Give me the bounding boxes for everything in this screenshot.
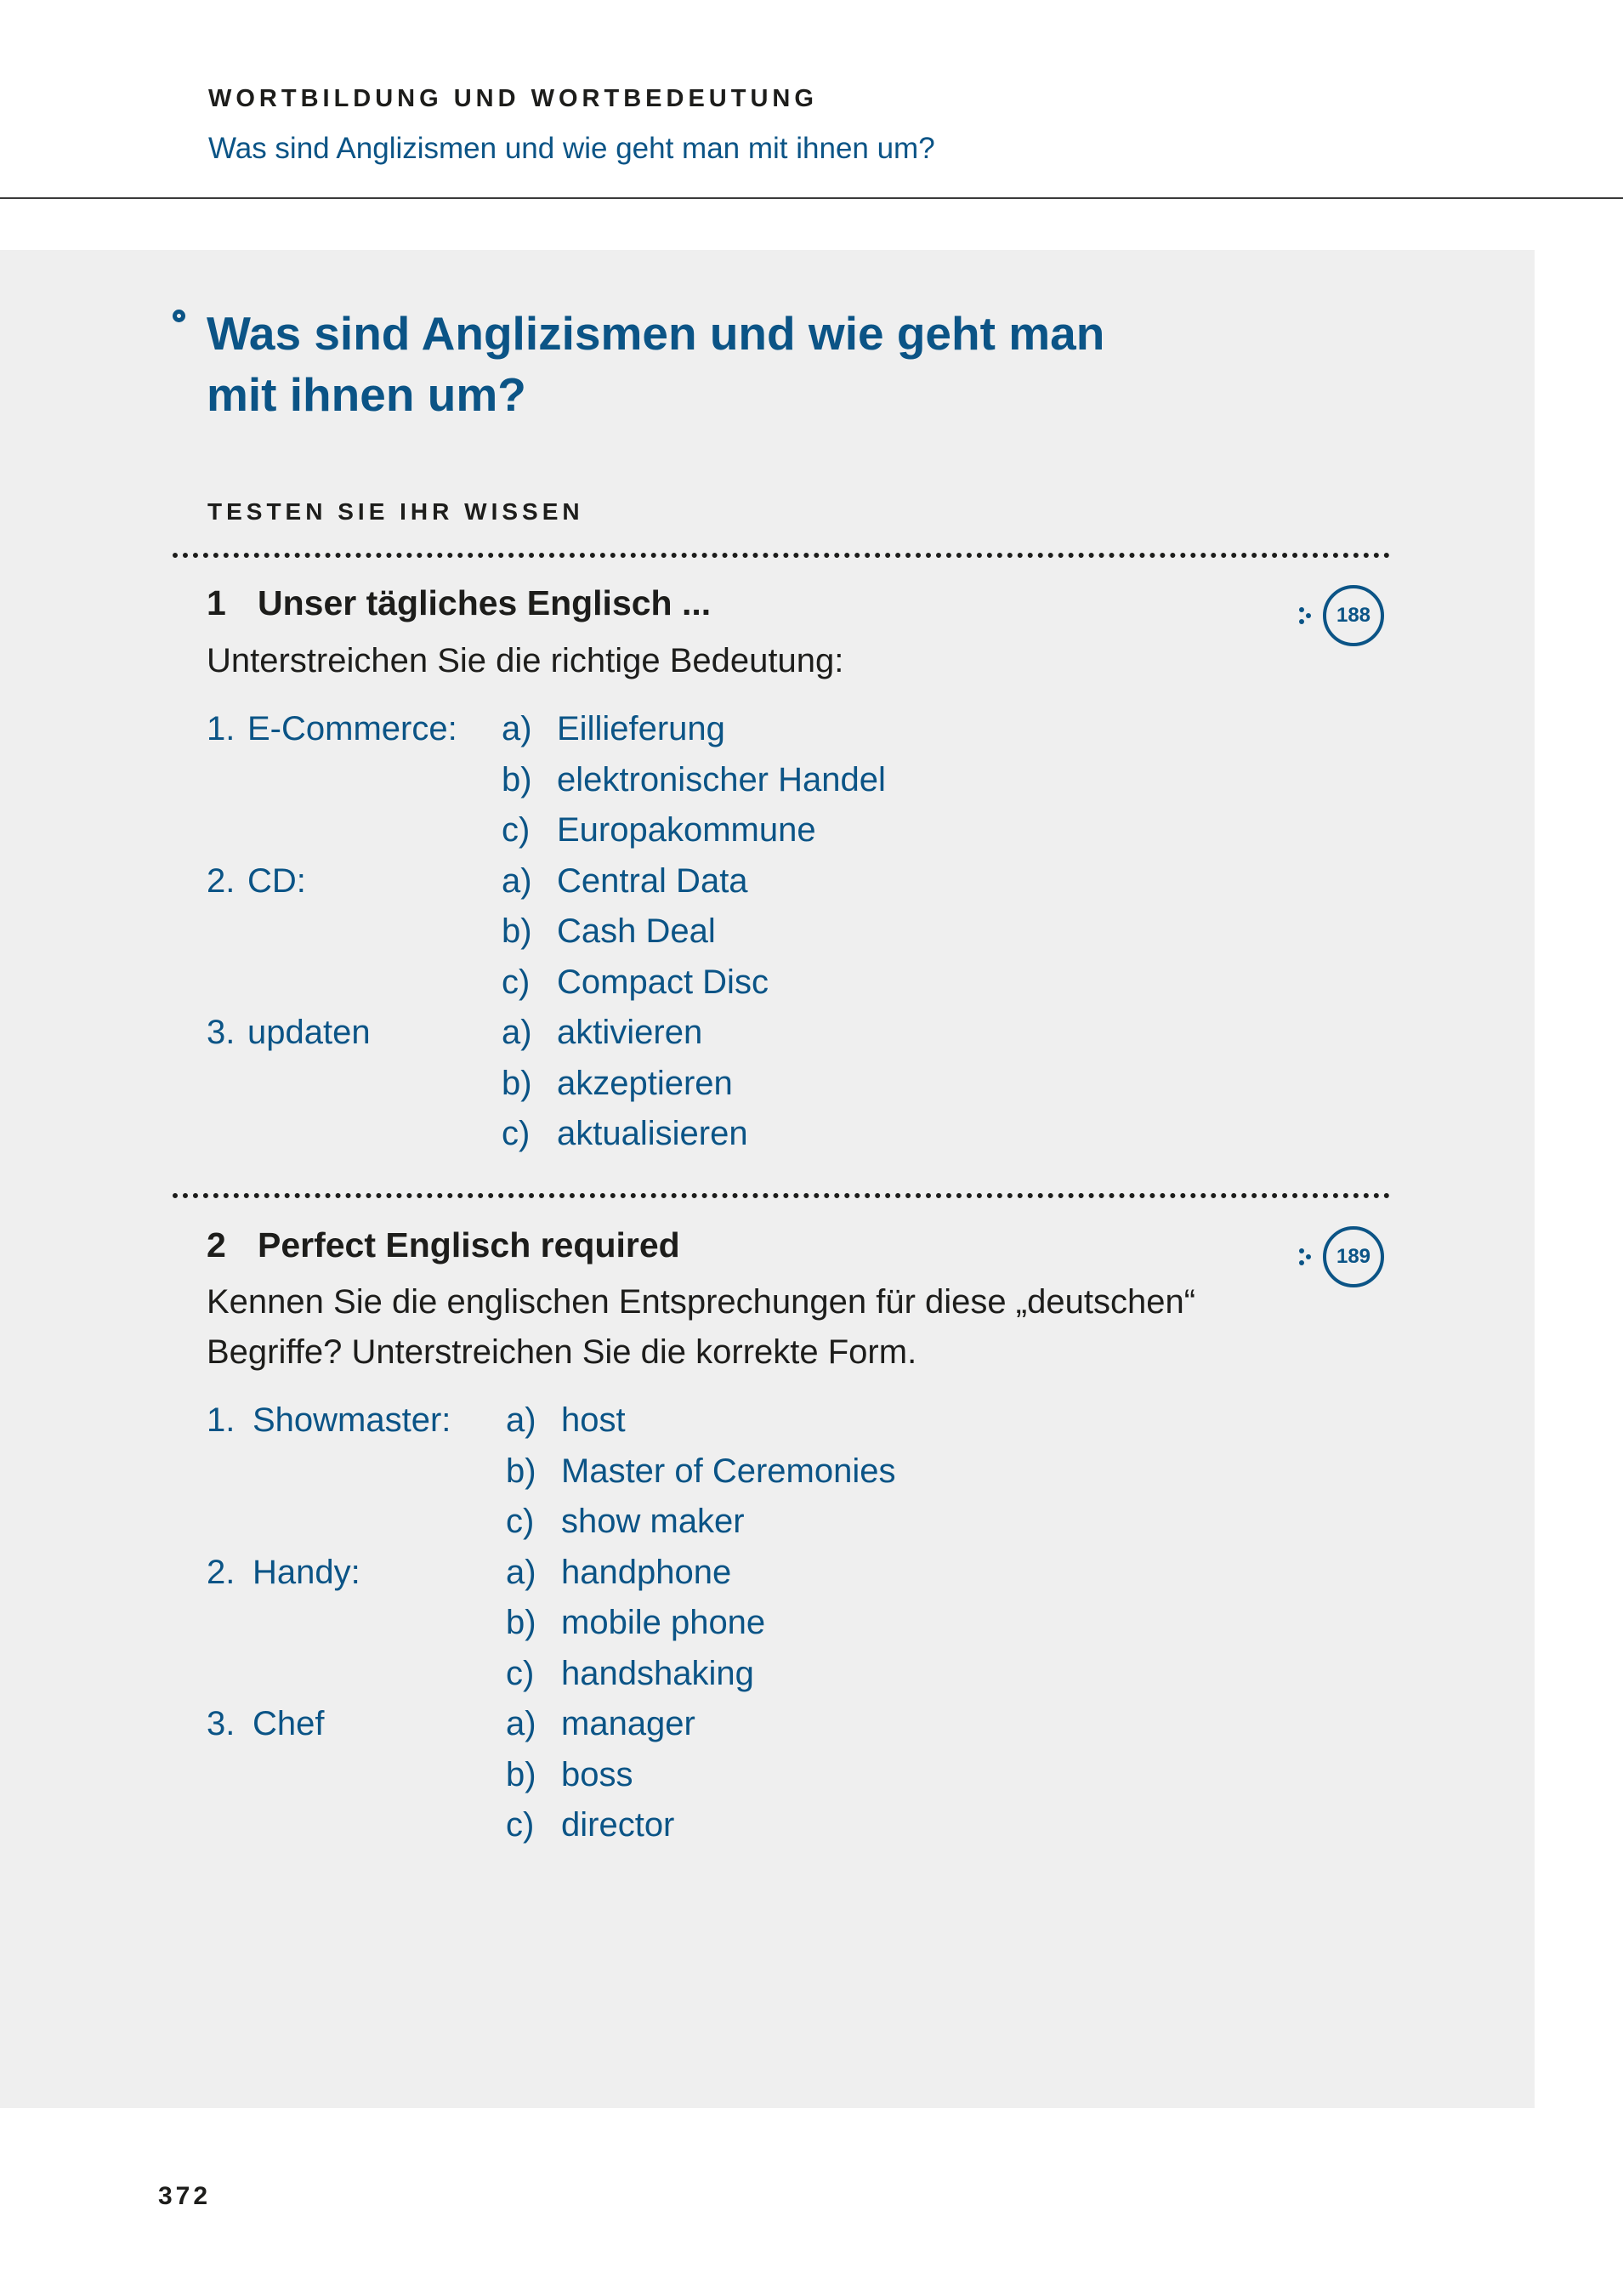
option-letter: c): [506, 1654, 535, 1692]
option-text[interactable]: manager: [561, 1705, 695, 1742]
option-letter: a): [502, 861, 532, 900]
exercise-2-title: Perfect Englisch required: [258, 1225, 680, 1265]
option-letter: a): [502, 1014, 532, 1051]
question-term: Chef: [253, 1705, 325, 1742]
option-text[interactable]: handshaking: [561, 1654, 754, 1692]
reference-number-badge: 189: [1323, 1226, 1384, 1287]
question-term: CD:: [247, 861, 306, 900]
page-title-line-1: Was sind Anglizismen und wie geht man: [207, 307, 1105, 360]
option-letter: c): [502, 963, 531, 1001]
exercise-2-instruction: [207, 1277, 1312, 1378]
option-letter: b): [506, 1452, 536, 1490]
exercise-1-title: Unser tägliches Englisch ...: [258, 583, 712, 622]
header-divider: [0, 197, 1623, 199]
option-text[interactable]: mobile phone: [561, 1604, 766, 1641]
exercise-1-heading: [207, 583, 711, 623]
option-text[interactable]: akzeptieren: [557, 1064, 733, 1102]
option-text[interactable]: handphone: [561, 1553, 732, 1591]
option-letter: a): [506, 1553, 536, 1591]
exercise-2-heading: [207, 1225, 680, 1265]
exercise-1-number: 1: [207, 583, 226, 622]
question-number: 2.: [207, 1553, 236, 1591]
option-letter: b): [506, 1755, 536, 1793]
dotted-arrow-icon: [1297, 1247, 1316, 1266]
option-letter: a): [502, 710, 532, 747]
section-label: TESTEN SIE IHR WISSEN: [207, 498, 584, 525]
exercise-2-number: 2: [207, 1225, 226, 1265]
option-text[interactable]: aktivieren: [557, 1014, 703, 1051]
option-text[interactable]: director: [561, 1806, 675, 1844]
exercise-2-instruction-line-1: Kennen Sie die englischen Entsprechungen für diese „deutschen“: [207, 1283, 1196, 1321]
question-term: Handy:: [253, 1553, 360, 1591]
page-title-line-2: mit ihnen um?: [207, 368, 526, 421]
question-number: 1.: [207, 710, 236, 747]
option-letter: c): [502, 811, 531, 849]
option-text[interactable]: Europakommune: [557, 811, 816, 849]
exercise-1-instruction: Unterstreichen Sie die richtige Bedeutung:: [207, 642, 844, 679]
question-number: 1.: [207, 1401, 236, 1439]
exercise-panel: [0, 250, 1535, 2108]
exercise-2-badge[interactable]: [1297, 1226, 1384, 1287]
option-text[interactable]: Compact Disc: [557, 963, 769, 1001]
question-number: 3.: [207, 1014, 236, 1051]
reference-number-badge: 188: [1323, 585, 1384, 646]
question-term: E-Commerce:: [247, 710, 457, 747]
option-letter: c): [502, 1115, 531, 1152]
ring-bullet-icon: [173, 310, 185, 322]
chapter-subtitle: Was sind Anglizismen und wie geht man mit ihnen um?: [208, 132, 935, 165]
option-text[interactable]: show maker: [561, 1503, 745, 1540]
exercise-1-badge[interactable]: [1297, 585, 1384, 646]
option-letter: b): [502, 1064, 532, 1102]
question-number: 2.: [207, 861, 236, 900]
dotted-arrow-icon: [1297, 606, 1316, 625]
option-text[interactable]: aktualisieren: [557, 1115, 748, 1152]
page-number: 372: [158, 2182, 212, 2210]
option-letter: b): [506, 1604, 536, 1641]
dotted-divider: [173, 1193, 1390, 1198]
option-letter: a): [506, 1401, 536, 1439]
option-letter: a): [506, 1705, 536, 1742]
page-title: [207, 303, 1227, 425]
chapter-kicker: WORTBILDUNG UND WORTBEDEUTUNG: [208, 85, 818, 112]
option-letter: c): [506, 1503, 535, 1540]
option-text[interactable]: host: [561, 1401, 626, 1439]
option-text[interactable]: elektronischer Handel: [557, 760, 886, 798]
exercise-2-instruction-line-2: Begriffe? Unterstreichen Sie die korrekte Form.: [207, 1333, 917, 1371]
option-letter: b): [502, 760, 532, 798]
dotted-divider: [173, 553, 1390, 558]
question-term: updaten: [247, 1014, 371, 1051]
option-text[interactable]: Master of Ceremonies: [561, 1452, 896, 1490]
option-text[interactable]: boss: [561, 1755, 633, 1793]
option-text[interactable]: Cash Deal: [557, 912, 716, 950]
option-text[interactable]: Central Data: [557, 861, 748, 900]
question-term: Showmaster:: [253, 1401, 451, 1439]
question-number: 3.: [207, 1705, 236, 1742]
option-text[interactable]: Eillieferung: [557, 710, 725, 747]
option-letter: c): [506, 1806, 535, 1844]
option-letter: b): [502, 912, 532, 950]
